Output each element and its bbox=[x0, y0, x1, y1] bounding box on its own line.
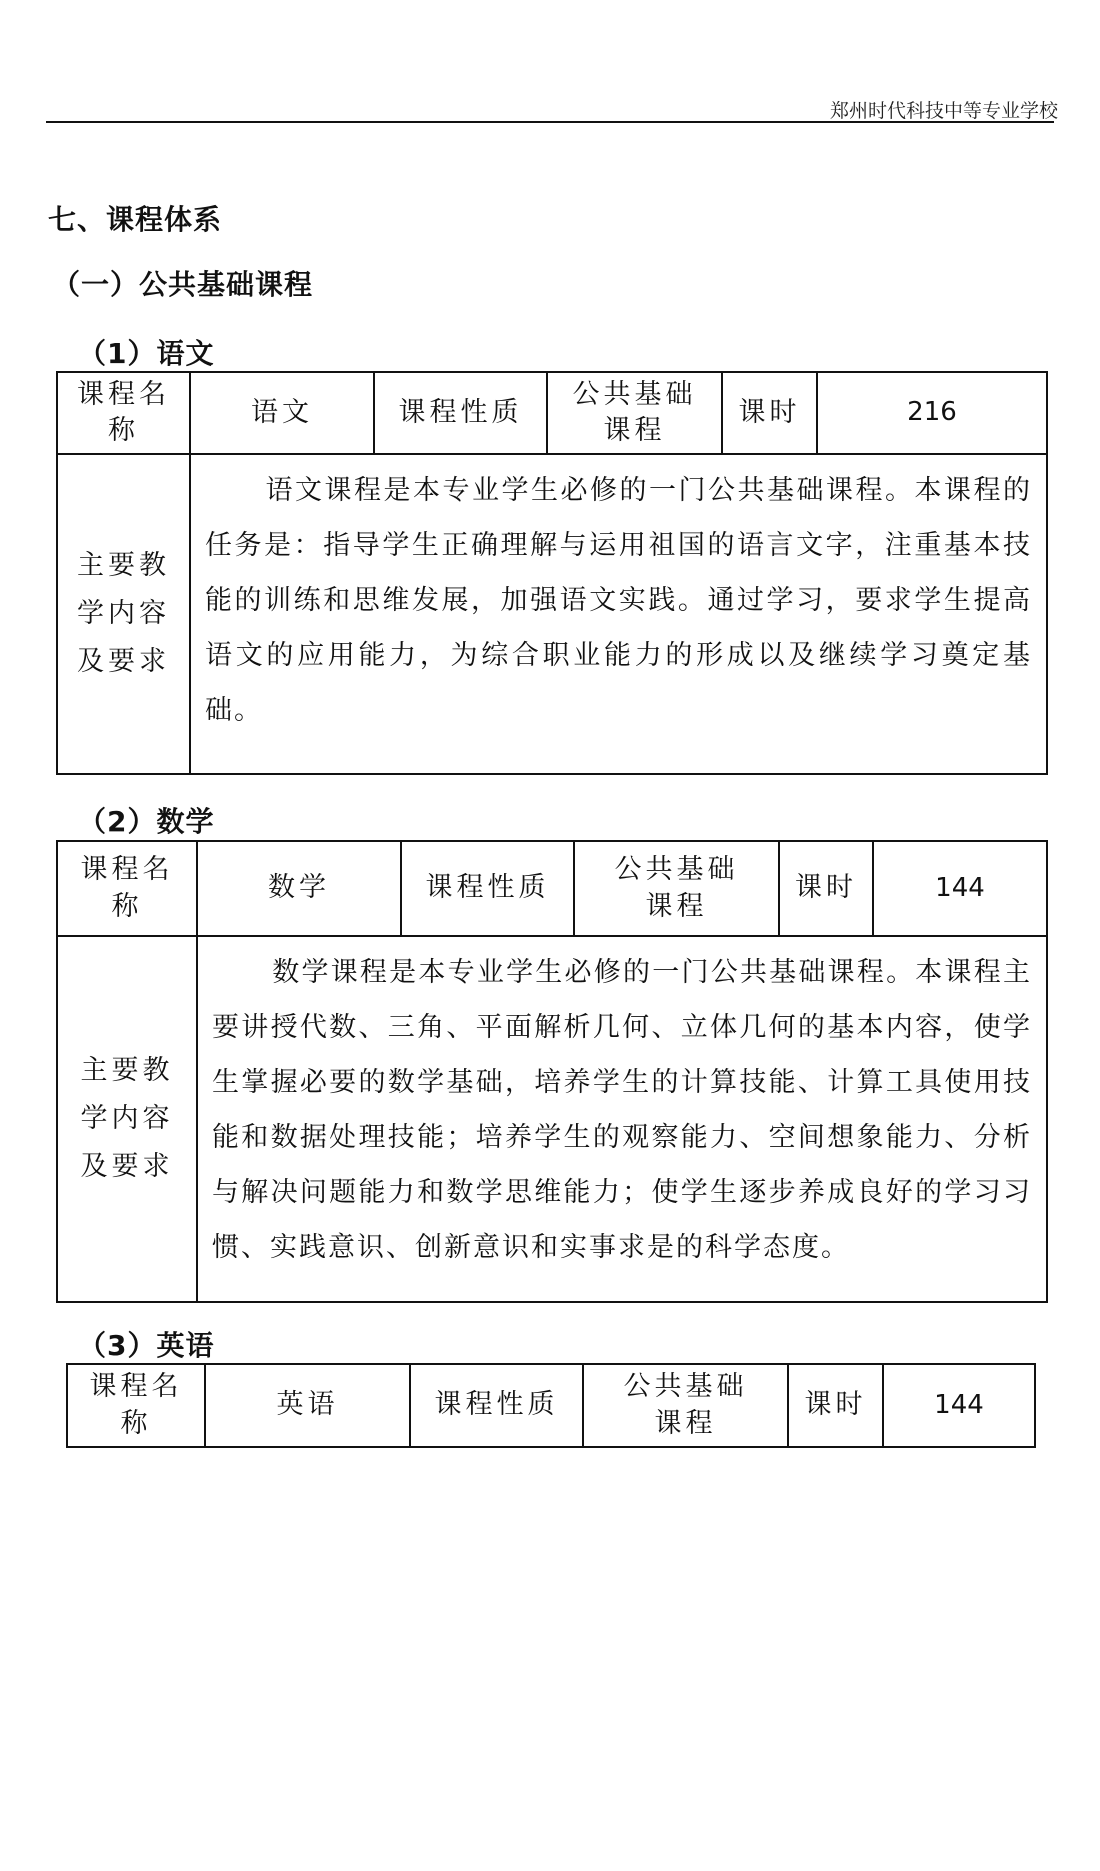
course-table-chinese bbox=[56, 371, 1048, 775]
hours-value: 144 bbox=[883, 1364, 1035, 1447]
hours-label: 课时 bbox=[788, 1364, 883, 1447]
course-nature-label: 课程性质 bbox=[374, 372, 547, 454]
course-nature-label: 课程性质 bbox=[401, 841, 574, 936]
course-name-value: 数学 bbox=[197, 841, 401, 936]
course-nature-value: 公共基础课程 bbox=[547, 372, 722, 454]
content-requirements-label: 主要教学内容及要求 bbox=[57, 454, 190, 774]
course-name-label: 课程名称 bbox=[67, 1364, 205, 1447]
course-nature-value: 公共基础课程 bbox=[574, 841, 779, 936]
content-requirements-label: 主要教学内容及要求 bbox=[57, 936, 197, 1302]
course-name-label: 课程名称 bbox=[57, 841, 197, 936]
school-name-header: 郑州时代科技中等专业学校 bbox=[829, 100, 1058, 122]
course-name-value: 语文 bbox=[190, 372, 374, 454]
course-table-english bbox=[66, 1363, 1036, 1448]
table-row bbox=[57, 841, 1047, 936]
course-nature-value: 公共基础课程 bbox=[583, 1364, 788, 1447]
table-row bbox=[57, 454, 1047, 774]
section-title: 七、课程体系 bbox=[48, 203, 223, 236]
course-name-value: 英语 bbox=[205, 1364, 410, 1447]
section-subtitle: （一）公共基础课程 bbox=[52, 268, 314, 301]
hours-label: 课时 bbox=[722, 372, 817, 454]
course-name-label: 课程名称 bbox=[57, 372, 190, 454]
course-description: 语文课程是本专业学生必修的一门公共基础课程。本课程的任务是：指导学生正确理解与运用祖国的语言文字，注重基本技能的训练和思维发展，加强语文实践。通过学习，要求学生提高语文的应用能力，为综合职业能力的形成以及继续学习奠定基础。 bbox=[190, 454, 1047, 774]
hours-value: 144 bbox=[873, 841, 1047, 936]
course-heading-math: （2）数学 bbox=[78, 805, 215, 838]
table-row bbox=[57, 936, 1047, 1302]
hours-label: 课时 bbox=[779, 841, 873, 936]
table-row bbox=[57, 372, 1047, 454]
table-row bbox=[67, 1364, 1035, 1447]
course-heading-english: （3）英语 bbox=[78, 1329, 215, 1362]
course-table-math bbox=[56, 840, 1048, 1303]
course-nature-label: 课程性质 bbox=[410, 1364, 583, 1447]
course-description: 数学课程是本专业学生必修的一门公共基础课程。本课程主要讲授代数、三角、平面解析几何、立体几何的基本内容，使学生掌握必要的数学基础，培养学生的计算技能、计算工具使用技能和数据处理技能；培养学生的观察能力、空间想象能力、分析与解决问题能力和数学思维能力；使学生逐步养成良好的学习习惯、实践意识、创新意识和实事求是的科学态度。 bbox=[197, 936, 1047, 1302]
header-divider bbox=[46, 121, 1054, 123]
course-heading-chinese: （1）语文 bbox=[78, 337, 215, 370]
hours-value: 216 bbox=[817, 372, 1047, 454]
